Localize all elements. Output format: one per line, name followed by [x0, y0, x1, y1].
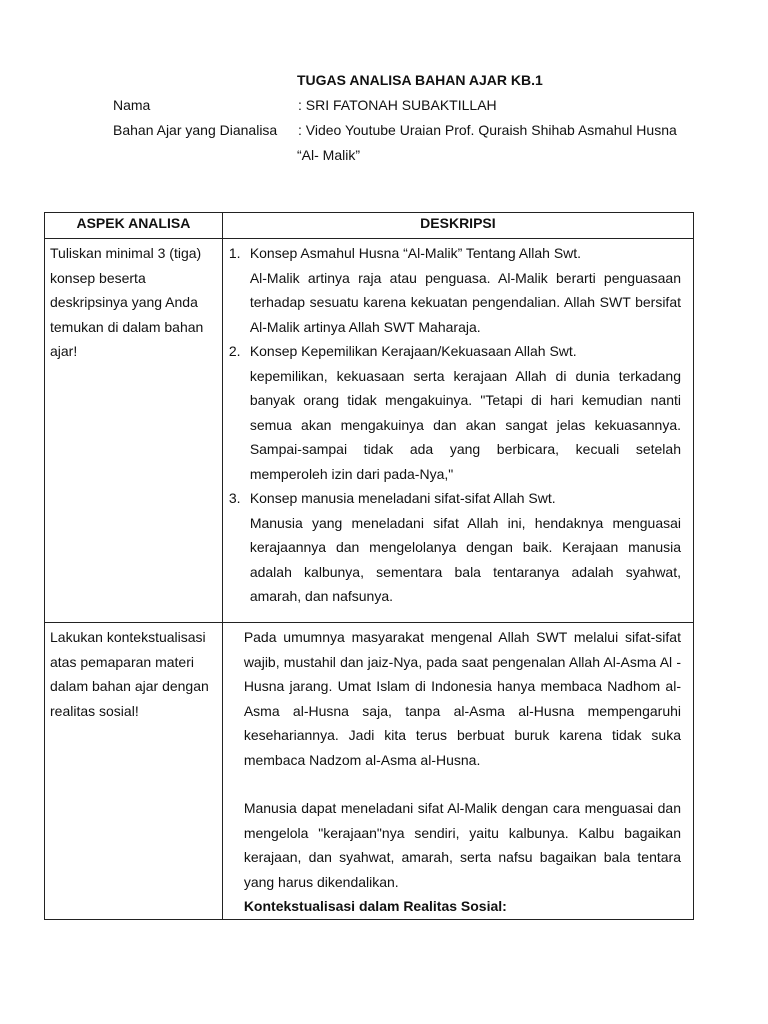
- item-heading: Konsep manusia meneladani sifat-sifat Allah Swt.: [249, 490, 556, 506]
- bahan-label: Bahan Ajar yang Dianalisa: [113, 122, 278, 138]
- paragraph-gap: [244, 772, 681, 796]
- table-header-row: [45, 213, 694, 239]
- description-cell: [222, 239, 693, 623]
- description-cell: [222, 623, 693, 920]
- paragraph: Pada umumnya masyarakat mengenal Allah SWT melalui sifat-sifat wajib, mustahil dan jaiz-Nya, pada saat pengenalan Allah Al-Asma Al -Husna jarang. Umat Islam di Indonesia hanya membaca Nadhom al-Asma al-Husna saja, tanpa al-Asma al-Husna mempengaruhi kesehariannya. Jadi kita terus berbuat buruk karena tidak suka membaca Nadzom al-Asma al-Husna.: [243, 629, 681, 768]
- aspect-cell: [45, 239, 223, 623]
- item-number: 2.: [228, 343, 241, 359]
- aspect-text: Lakukan kontekstualisasi atas pemaparan materi dalam bahan ajar dengan realitas sosial!: [50, 629, 209, 719]
- bahan-value-continuation: “Al- Malik”: [297, 147, 360, 163]
- context-text: [223, 623, 693, 919]
- aspect-text: Tuliskan minimal 3 (tiga) konsep beserta deskripsinya yang Anda temukan di dalam bahan ajar!: [50, 245, 204, 359]
- item-number: 1.: [228, 245, 241, 261]
- item-heading: Konsep Asmahul Husna “Al-Malik” Tentang Allah Swt.: [249, 245, 582, 261]
- item-heading: Konsep Kepemilikan Kerajaan/Kekuasaan Allah Swt.: [249, 343, 577, 359]
- list-item: [229, 486, 681, 609]
- header-aspek: ASPEK ANALISA: [45, 213, 223, 239]
- header-deskripsi: DESKRIPSI: [222, 213, 693, 239]
- nama-label: Nama: [113, 97, 151, 113]
- nama-value: : SRI FATONAH SUBAKTILLAH: [298, 97, 497, 113]
- table-row: [45, 239, 694, 623]
- item-number: 3.: [228, 490, 241, 506]
- paragraph: Manusia dapat meneladani sifat Al-Malik dengan cara menguasai dan mengelola "kerajaan"nya sendiri, yaitu kalbunya. Kalbu bagaikan kerajaan, dan syahwat, amarah, serta nafsu bagaikan bala tentara yang harus dikendalikan.: [243, 800, 681, 890]
- analysis-table: [44, 212, 694, 920]
- item-body: kepemilikan, kekuasaan serta kerajaan Allah di dunia terkadang banyak orang tidak mengakuinya. "Tetapi di hari kemudian nanti semua akan mengakuinya dan akan sangat jelas kekuasannya. Sampai-sampai tidak ada yang berbicara, kecuali setelah memperoleh izin dari pada-Nya,": [249, 367, 681, 482]
- item-body: Manusia yang meneladani sifat Allah ini, hendaknya menguasai kerajaannya dan mengelolanya dengan baik. Kerajaan manusia adalah kalbunya, sementara bala tentaranya adalah syahwat, amarah, dan nafsunya.: [249, 514, 681, 604]
- bahan-value: : Video Youtube Uraian Prof. Quraish Shihab Asmahul Husna: [298, 122, 677, 138]
- concept-list: [223, 239, 693, 609]
- document-title: TUGAS ANALISA BAHAN AJAR KB.1: [297, 72, 543, 88]
- list-item: [229, 241, 681, 339]
- subheading: Kontekstualisasi dalam Realitas Sosial:: [243, 898, 507, 914]
- table-row: [45, 623, 694, 920]
- aspect-cell: [45, 623, 223, 920]
- item-body: Al-Malik artinya raja atau penguasa. Al-Malik berarti penguasaan terhadap sesuatu karena kekuatan pengendalian. Allah SWT bersifat Al-Malik artinya Allah SWT Maharaja.: [249, 269, 681, 335]
- list-item: [229, 339, 681, 486]
